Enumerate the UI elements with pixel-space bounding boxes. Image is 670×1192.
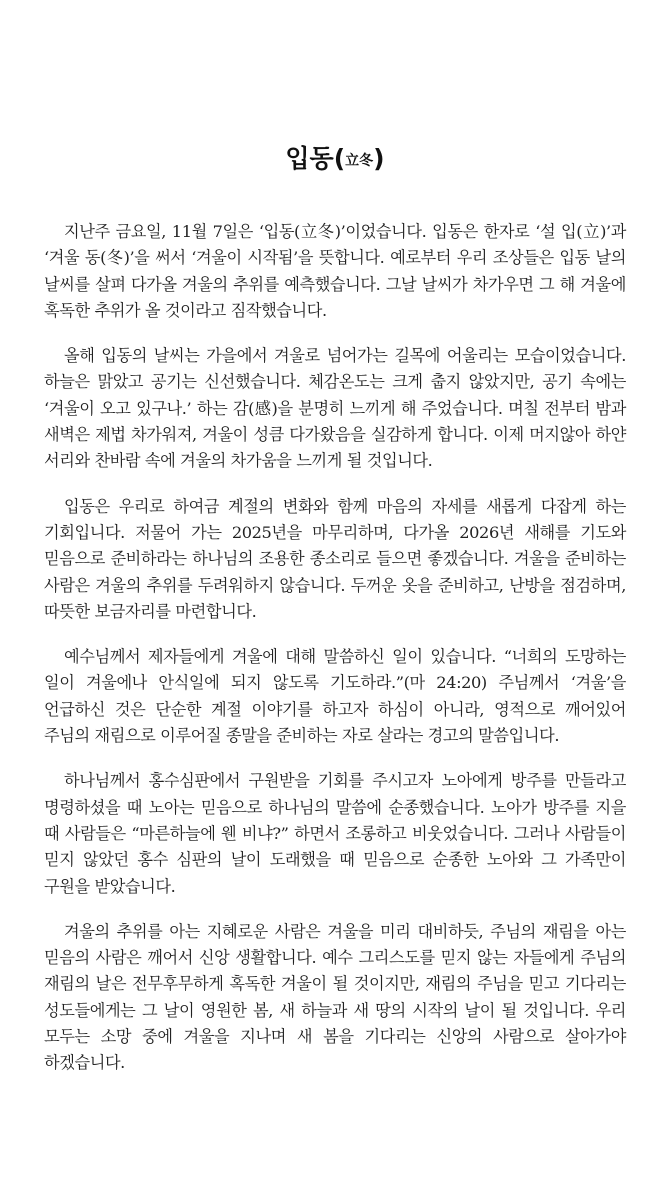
- paragraph: 겨울의 추위를 아는 지혜로운 사람은 겨울을 미리 대비하듯, 주님의 재림을 아는 믿음의 사람은 깨어서 신앙 생활합니다. 예수 그리스도를 믿지 않는 자들에게 주님의 재림의 날은 전무후무하게 혹독한 겨울이 될 것이지만, 재림의 주님을 믿고 기다리는 성도들에게는 그 날이 영원한 봄, 새 하늘과 새 땅의 시작의 날이 될 것입니다. 우리 모두는 소망 중에 겨울을 지나며 새 봄을 기다리는 신앙의 사람으로 살아가야 하겠습니다.: [44, 921, 626, 1073]
- title-main: 입동: [285, 144, 334, 173]
- paragraph: 예수님께서 제자들에게 겨울에 대해 말씀하신 일이 있습니다. “너희의 도망하는 일이 겨울에나 안식일에 되지 않도록 기도하라.”(마 24:20) 주님께서 ‘겨울’을 언급하신 것은 단순한 계절 이야기를 하고자 하심이 아니라, 영적으로 깨어있어 주님의 재림으로 이루어질 종말을 준비하는 자로 살라는 경고의 말씀입니다.: [44, 647, 626, 746]
- title-hanja: 立冬: [345, 153, 374, 169]
- title-hanja-group: [334, 144, 385, 173]
- paragraph: 지난주 금요일, 11월 7일은 ‘입동(立冬)’이었습니다. 입동은 한자로 ‘설 입(立)’과 ‘겨울 동(冬)’을 써서 ‘겨울이 시작됨’을 뜻합니다. 예로부터 우리 조상들은 입동 날의 날씨를 살펴 다가올 겨울의 추위를 예측했습니다. 그날 날씨가 차가우면 그 해 겨울에 혹독한 추위가 올 것이라고 짐작했습니다.: [44, 222, 626, 320]
- paragraph: 입동은 우리로 하여금 계절의 변화와 함께 마음의 자세를 새롭게 다잡게 하는 기회입니다. 저물어 가는 2025년을 마무리하며, 다가올 2026년 새해를 기도와 믿음으로 준비하라는 하나님의 조용한 종소리로 들으면 좋겠습니다. 겨울을 준비하는 사람은 겨울의 추위를 두려워하지 않습니다. 두꺼운 옷을 준비하고, 난방을 점검하며, 따뜻한 보금자리를 마련합니다.: [44, 496, 626, 621]
- paragraph: 하나님께서 홍수심판에서 구원받을 기회를 주시고자 노아에게 방주를 만들라고 명령하셨을 때 노아는 믿음으로 하나님의 말씀에 순종했습니다. 노아가 방주를 지을 때 사람들은 “마른하늘에 웬 비냐?” 하면서 조롱하고 비웃었습니다. 그러나 사람들이 믿지 않았던 홍수 심판의 날이 도래했을 때 믿음으로 순종한 노아와 그 가족만이 구원을 받았습니다.: [44, 771, 626, 896]
- page-title: [44, 140, 626, 179]
- title-paren-open: (: [333, 144, 346, 173]
- paragraph: 올해 입동의 날씨는 가을에서 겨울로 넘어가는 길목에 어울리는 모습이었습니다. 하늘은 맑았고 공기는 신선했습니다. 체감온도는 크게 춥지 않았지만, 공기 속에는 ‘겨울이 오고 있구나.’ 하는 감(感)을 분명히 느끼게 해 주었습니다. 며칠 전부터 밤과 새벽은 제법 차가워져, 겨울이 성큼 다가왔음을 실감하게 합니다. 이제 머지않아 하얀 서리와 찬바람 속에 겨울의 차가움을 느끼게 될 것입니다.: [44, 346, 626, 471]
- title-paren-close: ): [373, 144, 385, 173]
